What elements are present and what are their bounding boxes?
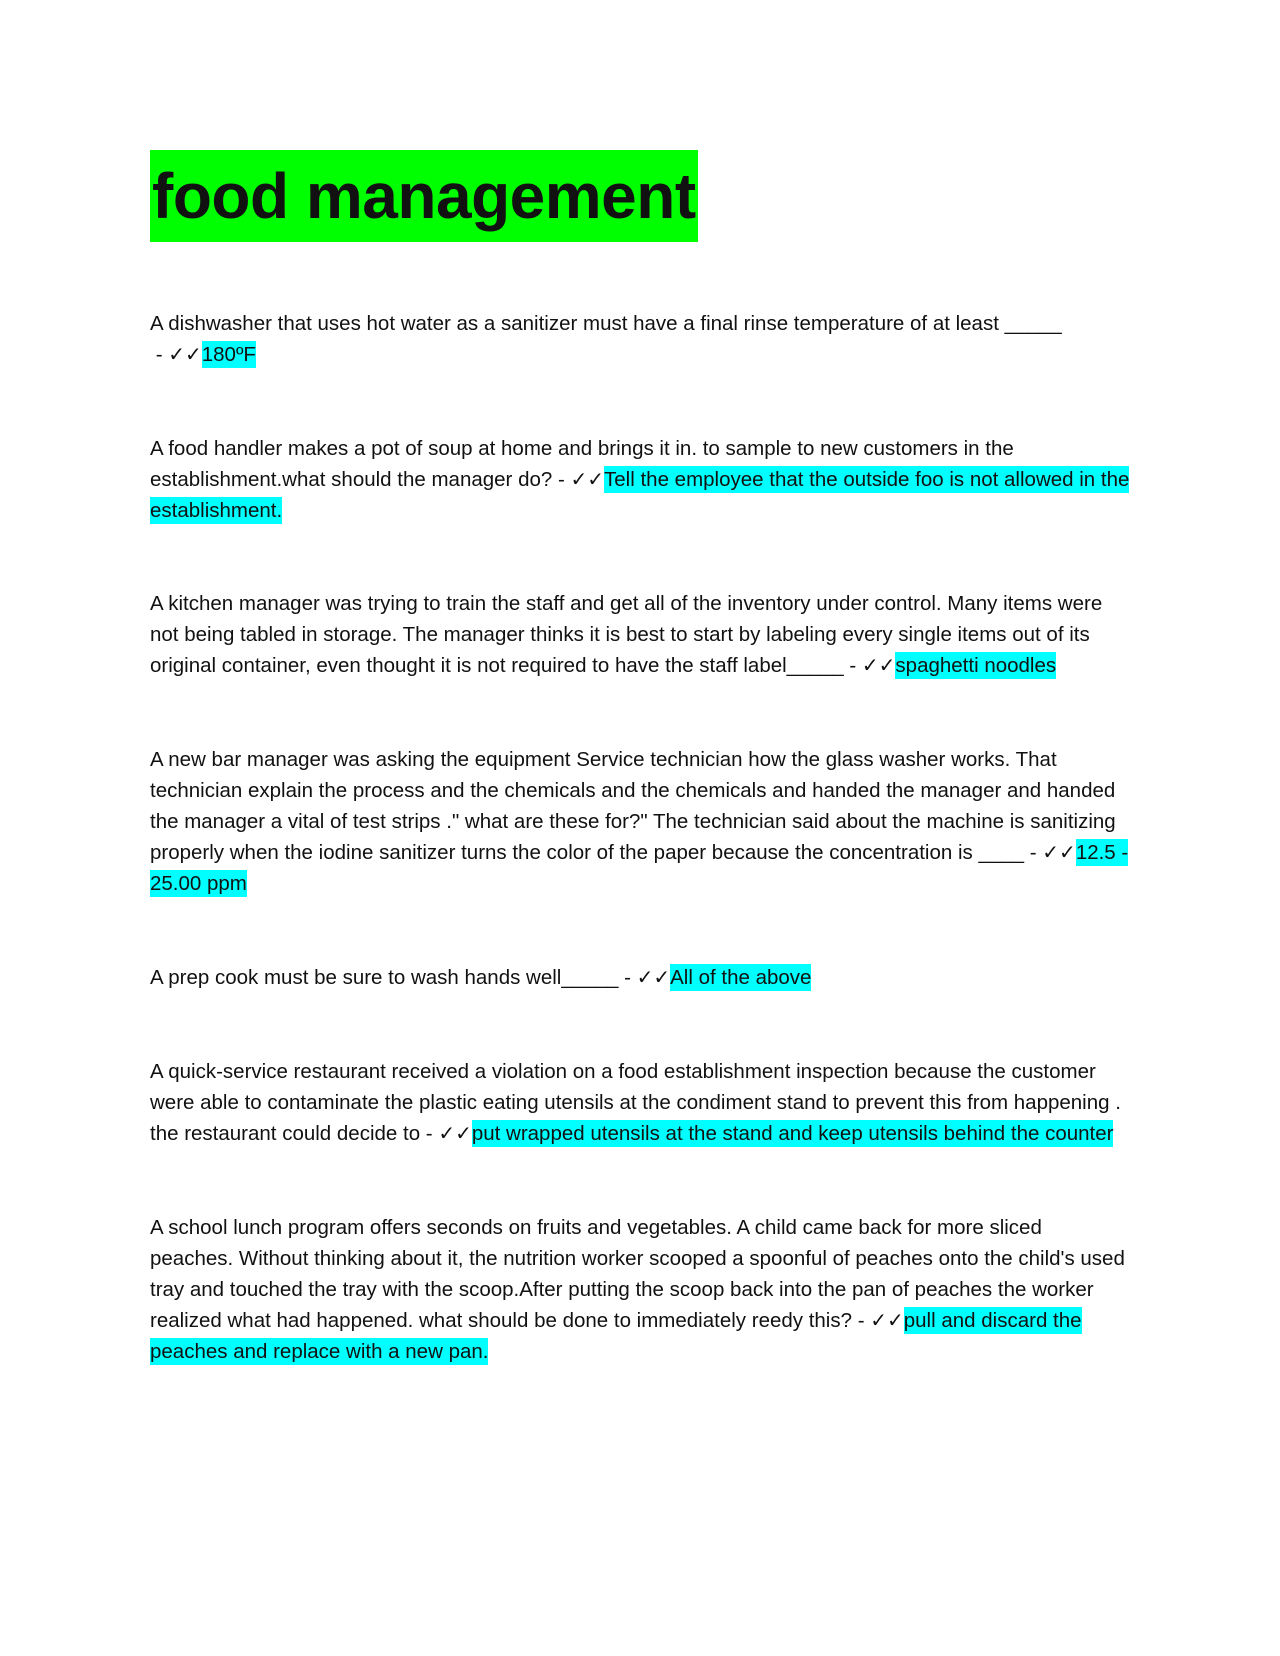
question-text: A food handler makes a pot of soup at home and brings it in. to sample to new customers in the establishment.what should the manager do? xyxy=(150,437,1014,491)
document-page xyxy=(150,150,1130,1430)
qa-item xyxy=(150,433,1130,526)
separator: - xyxy=(843,654,862,677)
check-icon: ✓✓ xyxy=(168,342,202,366)
answer-text: All of the above xyxy=(670,966,812,989)
answer-text: spaghetti noodles xyxy=(895,654,1057,677)
qa-item xyxy=(150,588,1130,681)
qa-item xyxy=(150,308,1130,370)
check-icon: ✓✓ xyxy=(861,653,896,677)
check-icon: ✓✓ xyxy=(1042,840,1076,864)
question-text: A quick-service restaurant received a violation on a food establishment inspection because the customer were able to contaminate the plastic eating utensils at the condiment stand to prevent this from happening . the restaurant could decide to xyxy=(150,1060,1121,1145)
separator: - xyxy=(420,1122,439,1145)
answer-text: Tell the employee that the outside foo is not allowed in the establishment. xyxy=(150,468,1130,522)
question-text: A kitchen manager was trying to train the staff and get all of the inventory under control. Many items were not being tabled in storage. The manager thinks it is best to start by labeling every single items out of its original container, even thought it is not required to have the staff label_____ xyxy=(150,592,1103,677)
question-text: A dishwasher that uses hot water as a sanitizer must have a final rinse temperature of at least _____ xyxy=(150,312,1062,335)
separator: - xyxy=(150,343,169,366)
qa-item xyxy=(150,744,1130,899)
answer-text: pull and discard the peaches and replace with a new pan. xyxy=(150,1309,1082,1363)
answer-text: put wrapped utensils at the stand and keep utensils behind the counter xyxy=(471,1122,1114,1145)
check-icon: ✓✓ xyxy=(438,1121,472,1145)
answer-text: 12.5 - 25.00 ppm xyxy=(150,841,1129,895)
qa-list xyxy=(150,308,1130,1367)
check-icon: ✓✓ xyxy=(870,1308,904,1332)
qa-item xyxy=(150,1056,1130,1149)
separator: - xyxy=(552,468,571,491)
question-text: A new bar manager was asking the equipment Service technician how the glass washer works. That technician explain the process and the chemicals and the chemicals and handed the manager and handed the manager a vital of test strips ." what are these for?" The technician said about the machine is sanitizing properly when the iodine sanitizer turns the color of the paper because the concentration is ____ xyxy=(150,748,1116,864)
document-title: food management xyxy=(150,150,698,242)
separator: - xyxy=(618,966,637,989)
qa-item xyxy=(150,1212,1130,1367)
question-text: A school lunch program offers seconds on fruits and vegetables. A child came back for more sliced peaches. Without thinking about it, the nutrition worker scooped a spoonful of peaches onto the child's used tray and touched the tray with the scoop.After putting the scoop back into the pan of peaches the worker realized what had happened. what should be done to immediately reedy this? xyxy=(150,1216,1125,1332)
answer-text: 180ºF xyxy=(201,343,256,366)
separator: - xyxy=(1024,841,1043,864)
check-icon: ✓✓ xyxy=(570,467,605,491)
check-icon: ✓✓ xyxy=(636,965,671,989)
question-text: A prep cook must be sure to wash hands well_____ xyxy=(150,966,619,989)
qa-item xyxy=(150,962,1130,993)
separator: - xyxy=(852,1309,871,1332)
